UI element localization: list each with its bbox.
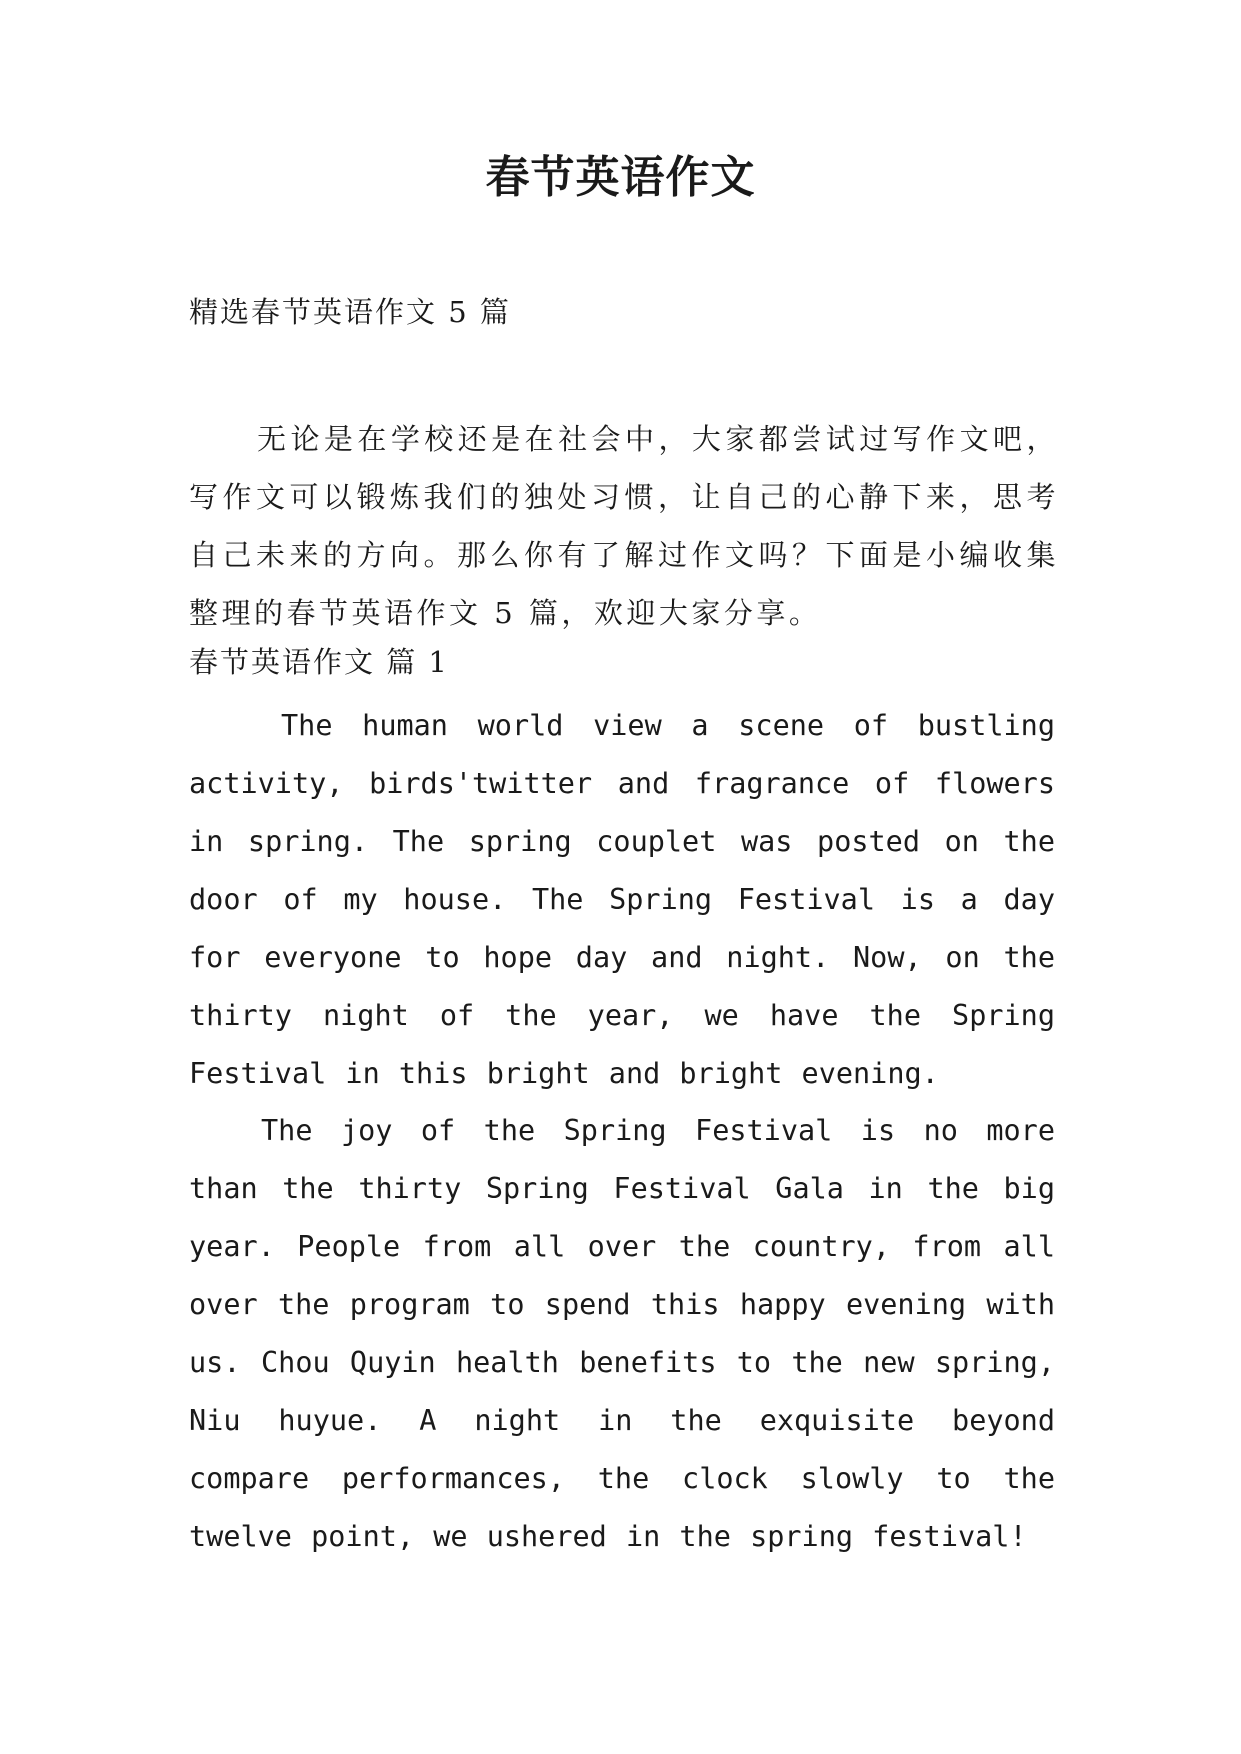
intro-paragraph: 无论是在学校还是在社会中，大家都尝试过写作文吧，写作文可以锻炼我们的独处习惯，让自己的心静下来，思考自己未来的方向。那么你有了解过作文吗？下面是小编收集整理的春节英语作文 5 篇，欢迎大家分享。 [189,422,1059,630]
essay-paragraph-1: The human world view a scene of bustling activity, birds'twitter and fragrance of flowers in spring. The spring couplet was posted on the door of my house. The Spring Festival is a day for everyone to hope day and night. Now, on the thirty night of the year, we have the Spring Festival in this bright and bright evening. [189,709,1055,1090]
page-title: 春节英语作文 [485,152,756,203]
document-subtitle: 精选春节英语作文 5 篇 [189,295,511,329]
essay-paragraph-2: The joy of the Spring Festival is no more than the thirty Spring Festival Gala in the big year. People from all over the country, from all over the program to spend this happy evening with us. [189,1114,1055,1379]
essay-paragraph-3: Chou Quyin health benefits to the new spring, Niu huyue. A night in the exquisite beyond compare performances, the clock slowly to the twelve point, we ushered in the spring festival! [189,1346,1055,1553]
section-heading: 春节英语作文 篇 1 [189,645,449,679]
